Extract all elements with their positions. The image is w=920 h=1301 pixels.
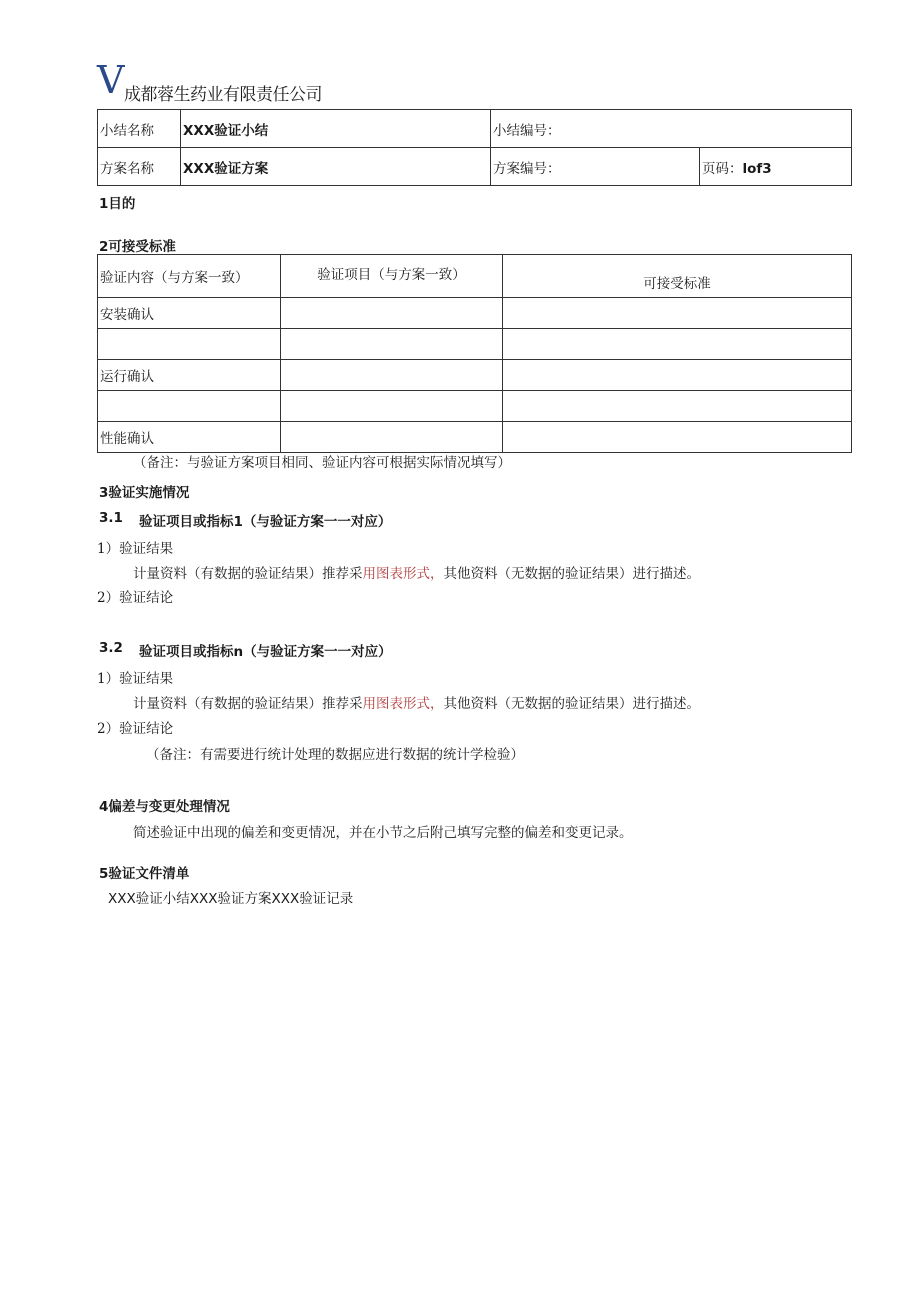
table-row (98, 422, 852, 453)
table-cell (98, 391, 281, 422)
table-cell (503, 329, 852, 360)
table-cell (503, 422, 852, 453)
conclusion-label: 2）验证结论 (97, 590, 174, 606)
plan-name-label: 方案名称 (98, 148, 181, 186)
table-header-row (98, 255, 852, 298)
summary-name-label: 小结名称 (98, 110, 181, 148)
table-cell (281, 391, 503, 422)
page-label: 页码： (702, 160, 743, 177)
criteria-note: （备注：与验证方案项目相同、验证内容可根据实际情况填写） (133, 455, 511, 471)
deviation-description: 简述验证中出现的偏差和变更情况，并在小节之后附己填写完整的偏差和变更记录。 (133, 825, 633, 841)
file-list: XXX验证小结XXX验证方案XXX验证记录 (108, 891, 354, 907)
section-3-1-number: 3.1 (99, 510, 123, 526)
result-description (133, 692, 700, 712)
company-logo-mark: V (97, 58, 125, 102)
table-cell (281, 298, 503, 329)
result-description (133, 562, 700, 582)
row-label-performance: 性能确认 (98, 422, 281, 453)
result-desc-text: 计量资料（有数据的验证结果）推荐采 (133, 696, 363, 712)
summary-number-label: 小结编号： (491, 110, 852, 148)
result-desc-text: 计量资料（有数据的验证结果）推荐采 (133, 566, 363, 582)
table-row (98, 110, 852, 148)
table-row (98, 148, 852, 186)
page-value: lof3 (742, 160, 772, 177)
table-cell (281, 360, 503, 391)
table-row (98, 298, 852, 329)
section-1-title: 1目的 (99, 196, 136, 212)
row-label-operational: 运行确认 (98, 360, 281, 391)
section-3-1-title: 验证项目或指标1（与验证方案一一对应） (139, 514, 392, 530)
result-desc-highlight: 用图表形式， (362, 566, 444, 582)
header-criteria: 可接受标准 (503, 255, 852, 298)
section-3-2-number: 3.2 (99, 640, 123, 656)
result-desc-text: 其他资料（无数据的验证结果）进行描述。 (443, 696, 700, 712)
row-label-installation: 安装确认 (98, 298, 281, 329)
criteria-table (97, 254, 852, 453)
company-name: 成都蓉生药业有限责任公司 (124, 85, 322, 105)
section-3-title: 3验证实施情况 (99, 485, 190, 501)
stats-note: （备注：有需要进行统计处理的数据应进行数据的统计学检验） (146, 747, 524, 763)
section-5-title: 5验证文件清单 (99, 866, 190, 882)
result-desc-highlight: 用图表形式， (362, 696, 444, 712)
section-4-title: 4偏差与变更处理情况 (99, 799, 230, 815)
result-label: 1）验证结果 (97, 541, 174, 557)
table-cell (503, 360, 852, 391)
header-item: 验证项目（与方案一致） (281, 255, 503, 298)
table-row (98, 329, 852, 360)
table-cell (503, 298, 852, 329)
table-row (98, 360, 852, 391)
document-info-table (97, 109, 852, 186)
table-row (98, 391, 852, 422)
section-3-2-title: 验证项目或指标n（与验证方案一一对应） (139, 644, 392, 660)
table-cell (281, 329, 503, 360)
header-content: 验证内容（与方案一致） (98, 255, 281, 298)
conclusion-label: 2）验证结论 (97, 721, 174, 737)
table-cell (281, 422, 503, 453)
page-number-cell (700, 148, 852, 186)
plan-name-value: XXX验证方案 (181, 148, 491, 186)
table-cell (98, 329, 281, 360)
section-2-title: 2可接受标准 (99, 239, 176, 255)
summary-name-value: XXX验证小结 (181, 110, 491, 148)
result-desc-text: 其他资料（无数据的验证结果）进行描述。 (443, 566, 700, 582)
plan-number-label: 方案编号： (491, 148, 700, 186)
result-label: 1）验证结果 (97, 671, 174, 687)
table-cell (503, 391, 852, 422)
